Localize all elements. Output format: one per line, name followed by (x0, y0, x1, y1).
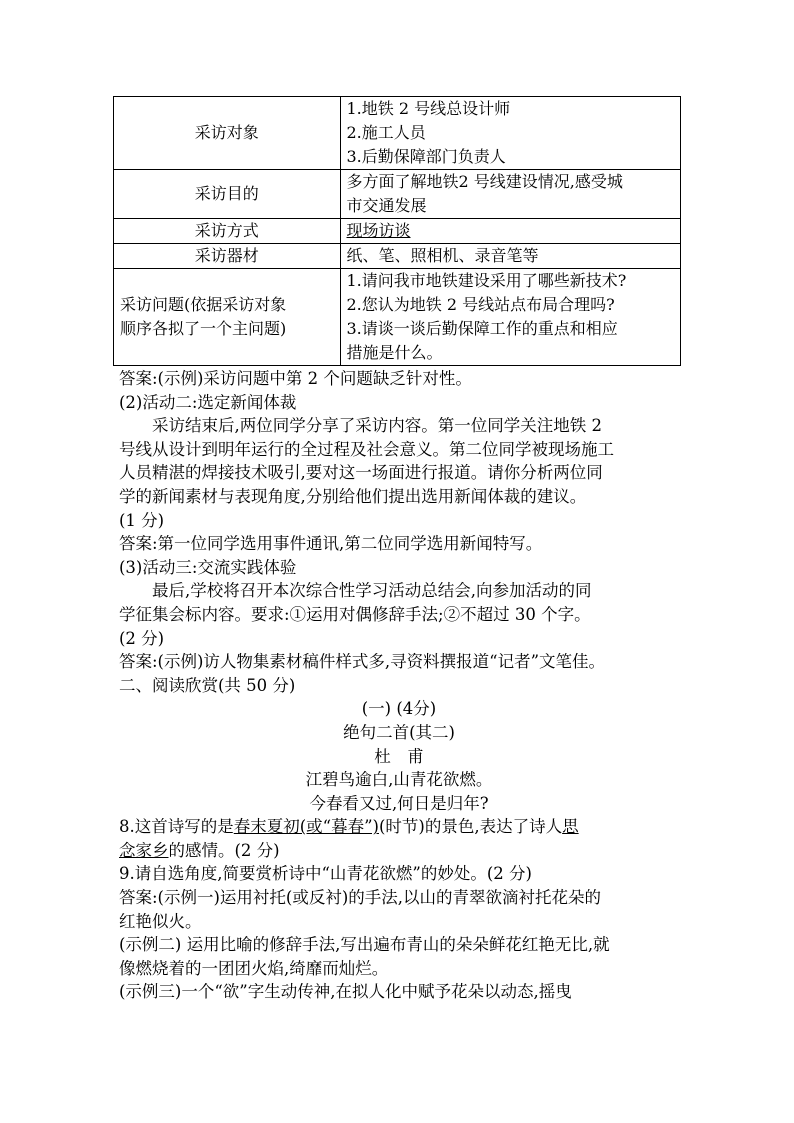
table-row (114, 269, 681, 366)
answer-9-example-2: 像燃烧着的一团团火焰,绮靡而灿烂。 (119, 958, 389, 978)
label-line: 采访问题(依据采访对象 (120, 295, 287, 314)
answer-2: 答案:第一位同学选用事件通讯,第二位同学选用新闻特写。 (119, 534, 543, 554)
label-line: 顺序各拟了一个主问题) (120, 319, 287, 338)
q8-answer-feeling: 思 (562, 817, 579, 837)
value-line: 1.地铁 2 号线总设计师 (346, 99, 511, 118)
answer-3: 答案:(示例)访人物集素材稿件样式多,寻资料撰报道“记者”文笔佳。 (119, 652, 606, 672)
activity-3-title: (3)活动三:交流实践体验 (119, 557, 297, 577)
answer-9-example-3: (示例三)一个“欲”字生动传神,在拟人化中赋予花朵以动态,摇曳 (119, 982, 572, 1002)
row-value (340, 269, 681, 366)
value-line: 3.后勤保障部门负责人 (346, 147, 506, 166)
question-8-cont (119, 839, 679, 863)
q8-text: 8.这首诗写的是 (119, 817, 234, 837)
poem-part: (一) (4分) (361, 699, 437, 719)
activity-3-score: (2 分) (119, 628, 165, 648)
question-8 (119, 815, 679, 839)
activity-2-title: (2)活动二:选定新闻体裁 (119, 392, 297, 412)
answer-9-example-2: (示例二) 运用比喻的修辞手法,写出遍布青山的朵朵鲜花红艳无比,就 (119, 935, 610, 955)
row-value (340, 244, 681, 269)
value-line: 市交通发展 (346, 196, 427, 215)
poem-line: 江碧鸟逾白,山青花欲燃。 (305, 770, 493, 790)
activity-2-score: (1 分) (119, 510, 165, 530)
value-line: 2.施工人员 (346, 123, 426, 142)
value-line: 现场访谈 (346, 221, 411, 240)
poem-title: 绝句二首(其二) (343, 722, 455, 742)
value-line: 措施是什么。 (346, 343, 443, 362)
q8-answer-feeling: 念家乡 (119, 840, 169, 860)
activity-3-text: 最后,学校将召开本次综合性学习活动总结会,向参加活动的同 (152, 581, 592, 601)
table-row (114, 97, 681, 170)
q8-text: 的感情。(2 分) (168, 840, 280, 860)
activity-2-text: 号线从设计到明年运行的全过程及社会意义。第二位同学被现场施工 (119, 439, 614, 459)
row-value (340, 97, 681, 170)
value-line: 纸、笔、照相机、录音笔等 (346, 246, 539, 265)
value-line: 1.请问我市地铁建设采用了哪些新技术? (346, 271, 627, 290)
answer-1: 答案:(示例)采访问题中第 2 个问题缺乏针对性。 (119, 369, 472, 388)
table-row (114, 170, 681, 219)
value-line: 3.请谈一谈后勤保障工作的重点和相应 (346, 319, 618, 338)
row-value (340, 170, 681, 219)
activity-2-text: 采访结束后,两位同学分享了采访内容。第一位同学关注地铁 2 (152, 416, 602, 436)
activity-3-text: 学征集会标内容。要求:①运用对偶修辞手法;②不超过 30 个字。 (119, 604, 591, 624)
answer-9-example-1: 答案:(示例一)运用衬托(或反衬)的手法,以山的青翠欲滴衬托花朵的 (119, 888, 602, 908)
row-label: 采访器材 (114, 244, 341, 269)
interview-plan-table (113, 96, 681, 366)
value-line: 2.您认为地铁 2 号线站点布局合理吗? (346, 295, 615, 314)
q8-answer-season: 春末夏初(或“暮春”) (233, 817, 379, 837)
activity-2-text: 人员精湛的焊接技术吸引,要对这一场面进行报道。请你分析两位同 (119, 463, 603, 483)
section-heading: 二、阅读欣赏(共 50 分) (119, 675, 296, 695)
question-9: 9.请自选角度,简要赏析诗中“山青花欲燃”的妙处。(2 分) (119, 864, 532, 884)
table-row (114, 244, 681, 269)
table-row (114, 219, 681, 244)
q8-text: (时节)的景色,表达了诗人 (379, 817, 563, 837)
row-label (114, 269, 341, 366)
activity-2-text: 学的新闻素材与表现角度,分别给他们提出选用新闻体裁的建议。 (119, 486, 587, 506)
row-label: 采访对象 (114, 97, 341, 170)
poem-author: 杜 甫 (374, 746, 424, 766)
answer-9-example-1: 红艳似火。 (119, 911, 202, 931)
row-value (340, 219, 681, 244)
row-label: 采访目的 (114, 170, 341, 219)
value-line: 多方面了解地铁2 号线建设情况,感受城 (346, 172, 623, 191)
poem-line: 今春看又过,何日是归年? (309, 793, 489, 813)
row-label: 采访方式 (114, 219, 341, 244)
document-body (119, 367, 679, 1004)
